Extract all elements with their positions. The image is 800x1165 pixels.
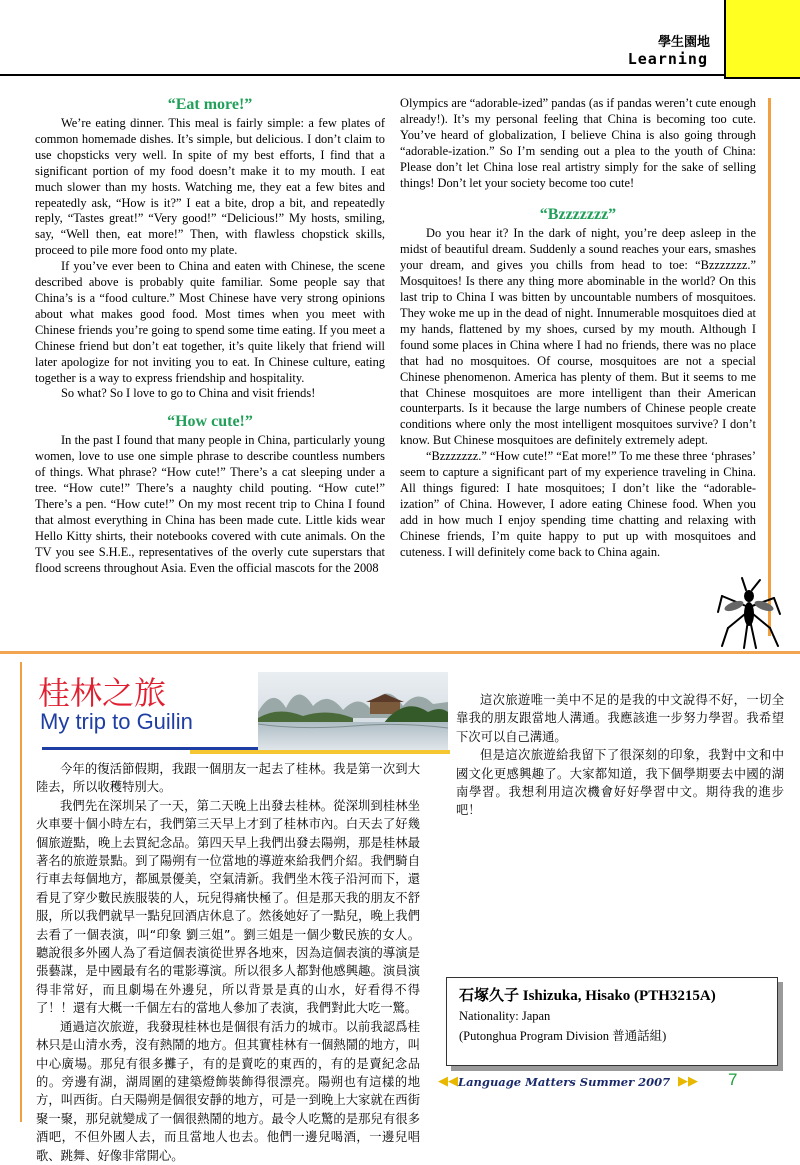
section-title-english: Learning [627,50,708,68]
page-number: 7 [728,1070,738,1089]
section-divider [0,651,800,654]
section-title-chinese: 學生園地 [657,35,710,50]
paragraph: Olympics are “adorable-ized” pandas (as if pandas weren’t cute enough already!). It’s my personal feeling that China is becoming too cute. You’ve heard of globalization, I believe China is also going through “adorable-ization.” So I’m sending out a plea to the youth of China: Please don’t let China lose real artistry simply for the sake of selling things! Don’t let your society become too cute! [400,96,756,190]
paragraph: Do you hear it? In the dark of night, you’re deep asleep in the midst of beautiful dream. Suddenly a sound reaches your ears, smashes your dream, and gives you chills from head to toe: “Bzzzzzzz.” Mosquitoes! Is there any thing more abominable in the world? On this last trip to China I was bitten by uncountable numbers of mosquitoes. They woke me up in the dead of night. Innumerable mosquitoes died at my hands, flattened by my shoes, cursed by my mouth. Although I found some places in China where I had no friends, there was no place that had no mosquitoes. Of course, mosquitoes are not a special Chinese phenomenon. America has plenty of them. But it seems to me that Chinese mosquitoes are more intelligent than their American counterparts. Is it because the large numbers of Chinese people create conditions where only the most intelligent mosquitoes survive? I don’t know. But Chinese mosquitoes are definitely extremely adept. [400,226,756,448]
author-nationality: Nationality: Japan [459,1009,551,1023]
paragraph: 但是這次旅遊給我留下了很深刻的印象，我對中文和中國文化更感興趣了。大家都知道，我下個學期要去中國的湖南學習。我想利用這次機會好好學習中文。期待我的進步吧！ [456,748,784,818]
magazine-issue-label: Language Matters Summer 2007 [458,1075,671,1089]
paragraph: In the past I found that many people in China, particularly young women, love to use one simple phrase to describe countless numbers of things. What phrase? “How cute!” There’s a cat sleeping under a tree. “How cute!” There’s a naughty child pouting. “How cute!” There’s a pen. “How cute!” On my most recent trip to China I found that almost everything in China has been made cute. Little kids wear Hello Kitty shirts, their notebooks covered with cute animals. On the TV you see S.H.E., representatives of the overly cute superstars that flood screens throughout Asia. Even the official mascots for the 2008 [35,433,385,575]
title-underline-yellow [190,750,450,754]
paragraph: If you’ve ever been to China and eaten with Chinese, the scene described above is probably quite familiar. Some people say that China’s is a “food culture.” Most Chinese have very strong opinions about what makes good food. Most times when you meet with Chinese friends you’re going to spend some time eating. If you meet a Chinese friend but don’t eat together, it’s quite likely that friend will later apologize for not inviting you to eat. In Chinese culture, eating together is a way to express friendship and hospitality. [35,259,385,385]
paragraph: “Bzzzzzzz.” “How cute!” “Eat more!” To me these three ‘phrases’ seem to capture a significant part of my experience traveling in China. All things figured: I hate mosquitoes; I don’t like the “adorable-ization” of China. However, I adore eating Chinese food. When you add in how much I enjoy spending time chatting and relaxing with Chinese friends, I’m quite happy to put up with mosquitoes and cuteness. I will definitely come back to China again. [400,449,756,559]
author-name: 石塚久子 Ishizuka, Hisako (PTH3215A) [459,988,716,1004]
author-division: (Putonghua Program Division 普通話組) [459,1029,667,1043]
arrow-right-icon: ▶▶ [678,1074,698,1089]
header-color-block [724,0,800,79]
paragraph: 這次旅遊唯一美中不足的是我的中文說得不好，一切全靠我的朋友跟當地人溝通。我應該進一步努力學習。我希望下次可以自己溝通。 [456,693,784,744]
left-accent-bar [20,662,22,1122]
paragraph: So what? So I love to go to China and visit friends! [61,386,316,401]
heading-bzz: “Bzzzzzzz” [539,206,617,224]
english-article-right-column [400,96,756,560]
mosquito-icon [712,576,786,650]
chinese-article-left-column [36,760,420,1165]
chinese-article-title: 桂林之旅 [38,674,167,712]
right-accent-bar [768,98,771,636]
page-header [0,0,800,80]
heading-how-cute: “How cute!” [167,413,253,431]
english-article-left-column [35,94,385,576]
arrow-left-icon: ◀◀ [438,1074,458,1089]
chinese-article-right-column [456,691,784,820]
guilin-landscape-photo [258,672,448,750]
paragraph: 通過這次旅遊，我發現桂林也是個很有活力的城市。以前我認爲桂林只是山清水秀，沒有熱鬧的地方。但其實桂林有一個熱鬧的地方，叫中心廣場。那兒有很多攤子，有的是賣吃的東西的，有的是賣紀念品的。旁邊有湖，湖周圍的建築燈飾裝飾得很漂亮。陽朔也有這樣的地方，叫西街。白天陽朔是個很安靜的地方，可是一到晚上大家就在西街聚一聚，那兒就變成了一個很熱鬧的地方。最令人吃驚的是那兒有很多酒吧，不但外國人去，而且當地人也去。他們一邊兒喝酒，一邊兒唱歌、跳舞、好像非常開心。 [36,1019,420,1163]
heading-eat-more: “Eat more!” [167,96,253,113]
paragraph: We’re eating dinner. This meal is fairly simple: a few plates of common homemade dishes. It’s simple, but delicious. I don’t claim to use chopsticks very well. In spite of my best efforts, I find that a significant portion of my food doesn’t make it to my mouth. I eat much slower than my hosts. Watching me, they eat a few bites and repeatedly ask, “How is it?” I eat a bite, drop a bit, and repeatedly reply, “Tastes great!” “Very good!” “Delicious!” My hosts, smiling, say, “Well then, eat more!” Then, with flawless chopstick skills, proceed to pile more food onto my plate. [35,116,385,258]
paragraph: 今年的復活節假期，我跟一個朋友一起去了桂林。我是第一次到大陸去，所以收穫特別大。 [36,762,420,795]
header-rule [0,74,724,76]
chinese-article-english-title: My trip to Guilin [40,709,193,734]
author-info-box [446,977,778,1066]
paragraph: 我們先在深圳呆了一天，第二天晚上出發去桂林。從深圳到桂林坐火車要十個小時左右，我們第三天早上才到了桂林市內。白天去了好幾個旅遊點，晚上去買紀念品。第四天早上我們出發去陽朔，那是桂林最著名的旅遊景點。到了陽朔有一位當地的導遊來給我們介紹。我們騎自行車去每個地方，都風景優美，空氣清新。我們坐木筏子沿河而下，還看見了穿少數民族服裝的人，玩兒得痛快極了。但是那天我的朋友不舒服，所以我們就早一點兒回酒店休息了。然後她好了一點兒，晚上我們去看了一個表演，叫“印象 劉三姐”。劉三姐是一個少數民族的女人。聽說很多外國人為了看這個表演從世界各地來，因為這個表演的導演是張藝謀，是中國最有名的電影導演。所以很多人都對他感興趣。演員演得非常好，而且劇場在外邊兒，所以背景是真的山水，好看得不得了！！還有大概一千個左右的當地人參加了表演，我們對此大吃一驚。 [36,798,420,1016]
